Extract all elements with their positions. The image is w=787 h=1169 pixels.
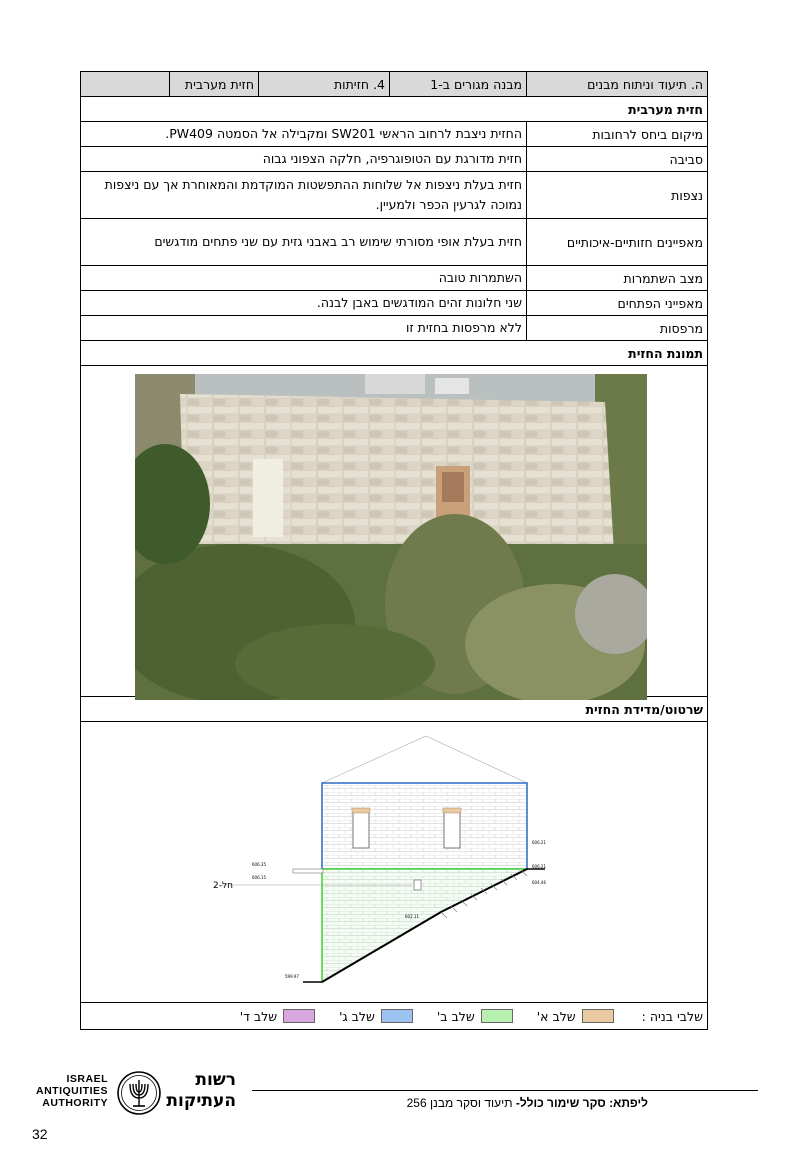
legend [85, 1009, 703, 1024]
swatch-icon [381, 1009, 413, 1023]
row-value: חזית מדורגת עם הטופוגרפיה, חלקה הצפוני גבוה [81, 147, 527, 172]
photo-cell [81, 366, 708, 697]
row-label: מיקום ביחס לרחובות [527, 122, 708, 147]
legend-item [437, 1009, 513, 1024]
swatch-icon [481, 1009, 513, 1023]
legend-cell [81, 1003, 708, 1030]
header-section: ה. תיעוד וניתוח מבנים [527, 72, 708, 97]
header-row [81, 72, 708, 97]
table-row [81, 122, 708, 147]
row-value: חזית בעלת ניצפות אל שלוחות ההתפשטות המוקדמת והמאוחרת אך עם ניצפות נמוכה לגרעין הכפר ולמעיין. [81, 172, 527, 219]
facade-photo [135, 374, 647, 700]
row-label: מרפסות [527, 316, 708, 341]
legend-title: שלבי בניה : [641, 1008, 703, 1024]
section-title: חזית מערבית [81, 97, 708, 122]
facade-drawing [81, 722, 706, 1002]
row-label: נצפות [527, 172, 708, 219]
drawing-cell [81, 722, 708, 1003]
header-empty [81, 72, 170, 97]
footer-divider [252, 1090, 758, 1091]
row-label: מאפיינים חזותיים-איכותיים [527, 219, 708, 266]
legend-item [240, 1009, 315, 1024]
table-row [81, 316, 708, 341]
row-value: השתמרות טובה [81, 266, 527, 291]
table-row [81, 172, 708, 219]
row-label: מצב השתמרות [527, 266, 708, 291]
legend-label: שלב ד' [239, 1008, 278, 1024]
elevation-label: 606.35 [252, 862, 266, 867]
elevation-label: 602.11 [405, 914, 419, 919]
row-value: שני חלונות זהים המודגשים באבן לבנה. [81, 291, 527, 316]
window-right [444, 810, 460, 848]
legend-item [537, 1009, 614, 1024]
table-row [81, 219, 708, 266]
row-value: החזית ניצבת לרחוב הראשי SW201 ומקבילה אל הסמטה PW409. [81, 122, 527, 147]
header-facade: חזית מערבית [170, 72, 259, 97]
swatch-icon [283, 1009, 315, 1023]
row-value: ללא מרפסות בחזית זו [81, 316, 527, 341]
drawing-label-left: חל-2 [213, 881, 233, 891]
page-number: 32 [32, 1126, 48, 1142]
swatch-icon [582, 1009, 614, 1023]
logo-hebrew: רשות העתיקות [166, 1070, 236, 1111]
row-label: מאפייני הפתחים [527, 291, 708, 316]
legend-label: שלב ב' [436, 1008, 475, 1024]
legend-item [339, 1009, 413, 1024]
elevation-label: 606.21 [532, 840, 546, 845]
elevation-label: 604.46 [532, 880, 546, 885]
header-chapter: 4. חזיתות [259, 72, 390, 97]
elevation-label: 599.97 [285, 974, 299, 979]
table-row [81, 147, 708, 172]
survey-table [80, 71, 708, 1030]
row-label: סביבה [527, 147, 708, 172]
elevation-label: 606.21 [532, 864, 546, 869]
elevation-label: 606.15 [252, 875, 266, 880]
menorah-logo-icon [116, 1070, 162, 1120]
drawing-title: שרטוט/מדידת החזית [81, 697, 708, 722]
row-value: חזית בעלת אופי מסורתי שימוש רב באבני גזית עם שני פתחים מודגשים [81, 219, 527, 266]
legend-label: שלב א' [536, 1008, 576, 1024]
table-row [81, 291, 708, 316]
logo-english: ISRAEL ANTIQUITIES AUTHORITY [36, 1073, 109, 1109]
window-left [353, 810, 369, 848]
legend-label: שלב ג' [339, 1008, 375, 1024]
table-row [81, 266, 708, 291]
photo-title: תמונת החזית [81, 341, 708, 366]
header-building: מבנה מגורים ב-1 [390, 72, 527, 97]
footer-text: ליפתא: סקר שימור כולל- תיעוד וסקר מבנן 256 [406, 1096, 648, 1110]
